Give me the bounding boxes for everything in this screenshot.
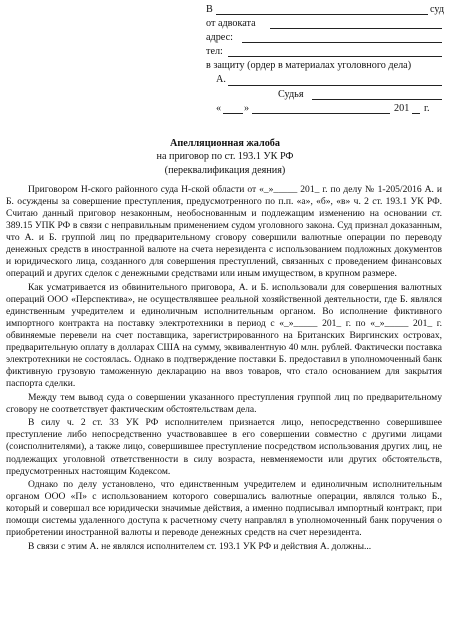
address-label: адрес:: [206, 32, 233, 44]
address-blank: [242, 42, 442, 43]
date-year: 201: [394, 102, 410, 114]
document-subtitle: на приговор по ст. 193.1 УК РФ: [156, 151, 294, 163]
court-suffix: суд: [430, 4, 445, 15]
date-open-quote: «: [216, 102, 222, 114]
date-month-blank: [252, 113, 390, 114]
client-name-blank: [228, 85, 442, 86]
header-line-lawyer: [206, 17, 446, 31]
date-year-suffix: г.: [424, 102, 430, 114]
document-subtitle-note: (переквалификация деяния): [164, 164, 286, 176]
document-body: [6, 184, 442, 554]
client-prefix: А.: [216, 74, 226, 86]
body-paragraph-2: Как усматривается из обвинительного приговора, А. и Б. использовали для совершения валютных операций ООО «Перспектива», не осуществлявшее реальной хозяйственной деятельности, где Б. являлся единственным учредителем и единоличным исполнительным органом. Во исполнение фиктивного импортного контракта на поставку электротехники в период с «_»_____ 201_ г. по «_»_____ 201_ г. обвиняемые перевели на счет поставщика, зарегистрированного на Британских Виргинских островах, предварительную оплату в долларах США на сумму, эквивалентную 40 млн. рублей. Фактически поставка электротехники не состоялась. Однако в подтверждение поставки Б. предоставил в уполномоченный банк фиктивную грузовую таможенную декларацию на ввоз товаров, что стало основанием для закрытия паспорта сделки.: [6, 281, 442, 390]
defense-note: в защиту (ордер в материалах уголовного дела): [206, 60, 412, 72]
date-year-blank: [412, 113, 420, 114]
document-title-block: [0, 137, 450, 177]
from-lawyer-label: от адвоката: [206, 18, 256, 30]
header-line-date: [206, 102, 446, 116]
header-line-phone: [206, 45, 446, 59]
header-line-address: [206, 31, 446, 45]
document-title: Апелляционная жалоба: [170, 138, 280, 149]
header-line-client: [206, 73, 446, 87]
phone-blank: [228, 56, 442, 57]
lawyer-name-blank: [270, 28, 442, 29]
judge-label: Судья: [278, 88, 304, 100]
body-paragraph-6: В связи с этим А. не являлся исполнителем ст. 193.1 УК РФ и действия А. должны...: [28, 540, 372, 552]
court-prefix: В: [206, 4, 213, 15]
phone-label: тел:: [206, 46, 223, 58]
date-day-blank: [223, 113, 243, 114]
court-name-blank: [216, 14, 428, 15]
body-paragraph-3: Между тем вывод суда о совершении указанного преступления группой лиц по предварительному сговору не соответствует фактическим обстоятельствам дела.: [6, 391, 442, 415]
body-paragraph-1: Приговором Н-ского районного суда Н-ской области от «_»_____ 201_ г. по делу № 1-205/2016 А. и Б. осуждены за совершение преступления, предусмотренного по п.п. «а», «б», «в» ч. 2 ст. 193.1 УК РФ. Считаю данный приговор незаконным, необоснованным и подлежащим изменению на основании ст. 389.15 УПК РФ в связи с неправильным применением судом уголовного закона. Суд признал доказанным, что А. и Б. группой лиц по предварительному сговору совершили валютные операции по переводу денежных средств в иностранной валюте на счета нерезидента с использованием подложных документов и юридического лица, созданного для совершения преступлений, связанных с проведением финансовых операций и других сделок с денежными средствами или иным имуществом, в крупном размере.: [6, 184, 442, 280]
date-close-quote: »: [244, 102, 250, 114]
header-line-defense: [206, 59, 446, 73]
judge-name-blank: [312, 99, 442, 100]
body-paragraph-5: Однако по делу установлено, что единственным учредителем и единоличным исполнительным органом ООО «П» с использованием которого совершались валютные операции, являлся только Б., который и совершал все юридически значимые действия, а именно подписывал импортный контракт, при помощи системы удаленного доступа к расчетному счету направлял в уполномоченный банк поручения о приобретении иностранной валюты и переводе денежных средств на счет нерезидента.: [6, 479, 442, 539]
body-paragraph-4: В силу ч. 2 ст. 33 УК РФ исполнителем признается лицо, непосредственно совершившее преступление либо непосредственно участвовавшее в его совершении совместно с другими лицами (соисполнителями), а также лицо, совершившее преступление посредством использования других лиц, не подлежащих уголовной ответственности в силу возраста, невменяемости или других обстоятельств, предусмотренных настоящим Кодексом.: [6, 417, 442, 477]
addressee-header: [206, 3, 446, 116]
header-line-judge: [206, 88, 446, 102]
header-line-court: [206, 3, 446, 17]
